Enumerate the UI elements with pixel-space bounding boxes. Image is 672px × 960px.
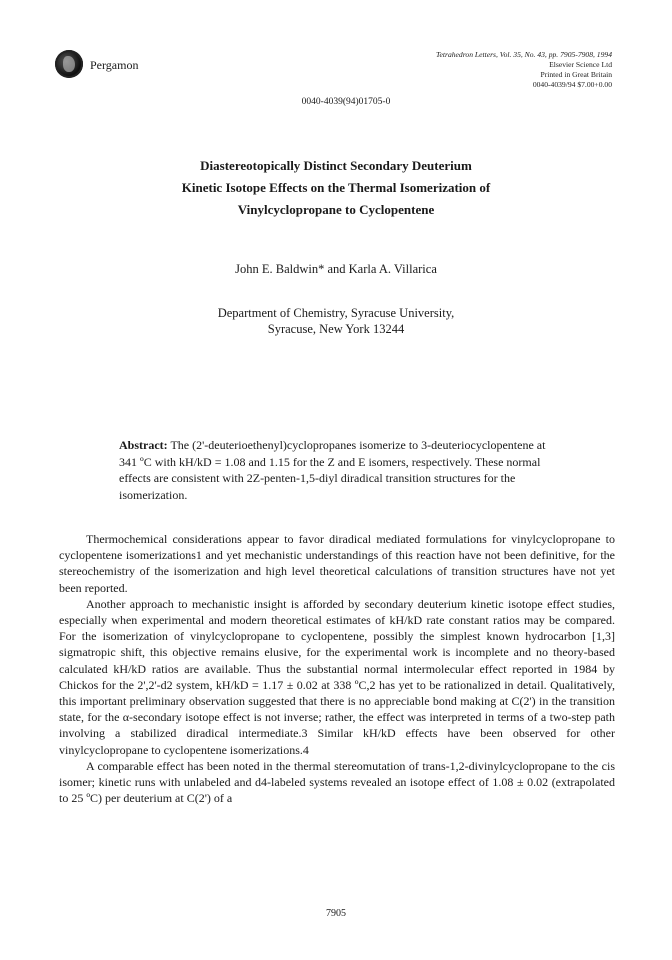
publisher-name: Pergamon xyxy=(90,58,139,72)
paper-title xyxy=(0,155,672,221)
printed-line: Printed in Great Britain xyxy=(540,70,612,79)
issn-line: 0040-4039/94 $7.00+0.00 xyxy=(532,80,612,89)
pergamon-logo xyxy=(55,50,83,78)
publisher-line: Elsevier Science Ltd xyxy=(549,60,612,69)
title-line-2: Kinetic Isotope Effects on the Thermal Isomerization of xyxy=(181,180,491,195)
affiliation-line-2: Syracuse, New York 13244 xyxy=(267,322,405,336)
paragraph-2: Another approach to mechanistic insight is afforded by secondary deuterium kinetic isotope effect studies, especially when experimental and modern theoretical estimates of kH/kD rate constant ratios may be compared. For the isomerization of vinylcyclopropane to cyclopentene, possibly the simplest known hydrocarbon [1,3] sigmatropic shift, this objective remains elusive, for the experimental work is incomplete and no theory-based calculated kH/kD ratios are available. Thus the substantial normal intermolecular effect reported in 1984 by Chickos for the 2',2'-d2 system, kH/kD = 1.17 ± 0.02 at 338 ºC,2 has yet to be rationalized in detail. Qualitatively, this important preliminary observation suggested that there is no appreciable bond making at C(2') in the transition state, for the α-secondary isotope effect is not inverse; rather, the effect was interpreted in terms of a two-step path involving a stabilized diradical intermediate.3 Similar kH/kD effects have been observed for other vinylcyclopropane to cyclopentene isomerizations.4 xyxy=(59,596,615,757)
authors: John E. Baldwin* and Karla A. Villarica xyxy=(235,262,437,276)
journal-line: Tetrahedron Letters, Vol. 35, No. 43, pp. 7905-7908, 1994 xyxy=(436,50,612,59)
title-line-3: Vinylcyclopropane to Cyclopentene xyxy=(237,202,435,217)
paragraph-3: A comparable effect has been noted in the thermal stereomutation of trans-1,2-divinylcyclopropane to the cis isomer; kinetic runs with unlabeled and d4-labeled systems revealed an isotope effect of 1.08 ± 0.02 (extrapolated to 25 ºC) per deuterium at C(2') of a xyxy=(59,758,615,806)
doi: 0040-4039(94)01705-0 xyxy=(301,97,391,107)
title-line-1: Diastereotopically Distinct Secondary Deuterium xyxy=(200,158,472,173)
abstract: Abstract: The (2'-deuterioethenyl)cyclopropanes isomerize to 3-deuteriocyclopentene at 341 ºC with kH/kD = 1.08 and 1.15 for the Z and E isomers, respectively. These normal effects are consistent with 2Z-penten-1,5-diyl diradical transition structures for the isomerization. xyxy=(119,438,546,502)
abstract-label: Abstract xyxy=(119,438,164,452)
body-text xyxy=(59,531,615,806)
abstract-text: The (2'-deuterioethenyl)cyclopropanes isomerize to 3-deuteriocyclopentene at 341 ºC with kH/kD = 1.08 and 1.15 for the Z and E isomers, respectively. These normal effects are consistent with 2Z-penten-1,5-diyl diradical transition structures for the isomerization. xyxy=(119,438,546,502)
affiliation xyxy=(0,305,672,337)
affiliation-line-1: Department of Chemistry, Syracuse University, xyxy=(217,306,455,320)
page-number: 7905 xyxy=(326,908,346,919)
paragraph-1: Thermochemical considerations appear to favor diradical mediated formulations for vinylcyclopropane to cyclopentene isomerizations1 and yet mechanistic understandings of this reaction have not been definitive, for the stereochemistry of the isomerization and high level theoretical calculations of transition structures have not yet been reported. xyxy=(59,532,615,595)
journal-info xyxy=(292,50,612,90)
